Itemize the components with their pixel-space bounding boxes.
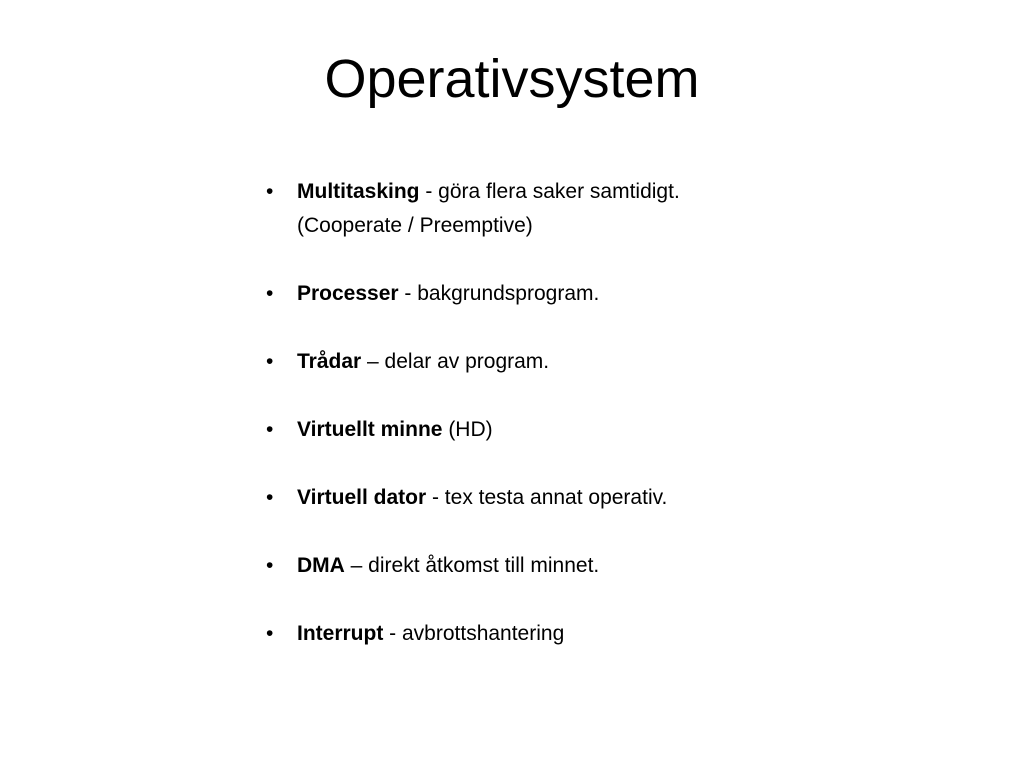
bullet-text: - göra flera saker samtidigt. <box>419 180 680 203</box>
bullet-term: Virtuell dator <box>297 486 427 509</box>
bullet-term: Processer <box>297 282 399 305</box>
bullet-term: Virtuellt minne <box>297 418 443 441</box>
bullet-item-multitasking <box>266 175 826 243</box>
bullet-icon: • <box>266 282 274 305</box>
bullet-icon: • <box>266 180 274 203</box>
bullet-item-tradar <box>266 345 826 379</box>
bullet-text: - tex testa annat operativ. <box>426 486 668 509</box>
bullet-icon: • <box>266 622 274 645</box>
bullet-text: - avbrottshantering <box>383 622 565 645</box>
bullet-text: - bakgrundsprogram. <box>398 282 600 305</box>
bullet-term: Trådar <box>297 350 362 373</box>
bullet-item-dma <box>266 549 826 583</box>
bullet-icon: • <box>266 486 274 509</box>
bullet-term: DMA <box>297 554 345 577</box>
bullet-text-line2: (Cooperate / Preemptive) <box>297 214 533 237</box>
bullet-item-virtuell-dator <box>266 481 826 515</box>
bullet-item-interrupt <box>266 617 826 651</box>
bullet-text: – delar av program. <box>361 350 550 373</box>
bullet-icon: • <box>266 418 274 441</box>
bullet-term: Multitasking <box>297 180 420 203</box>
bullet-text: (HD) <box>442 418 493 441</box>
bullet-text: – direkt åtkomst till minnet. <box>344 554 600 577</box>
bullet-icon: • <box>266 350 274 373</box>
slide-title: Operativsystem <box>324 49 700 109</box>
bullet-item-processer <box>266 277 826 311</box>
bullet-item-virtuellt-minne <box>266 413 826 447</box>
bullet-list <box>266 175 826 651</box>
bullet-term: Interrupt <box>297 622 384 645</box>
bullet-icon: • <box>266 554 274 577</box>
